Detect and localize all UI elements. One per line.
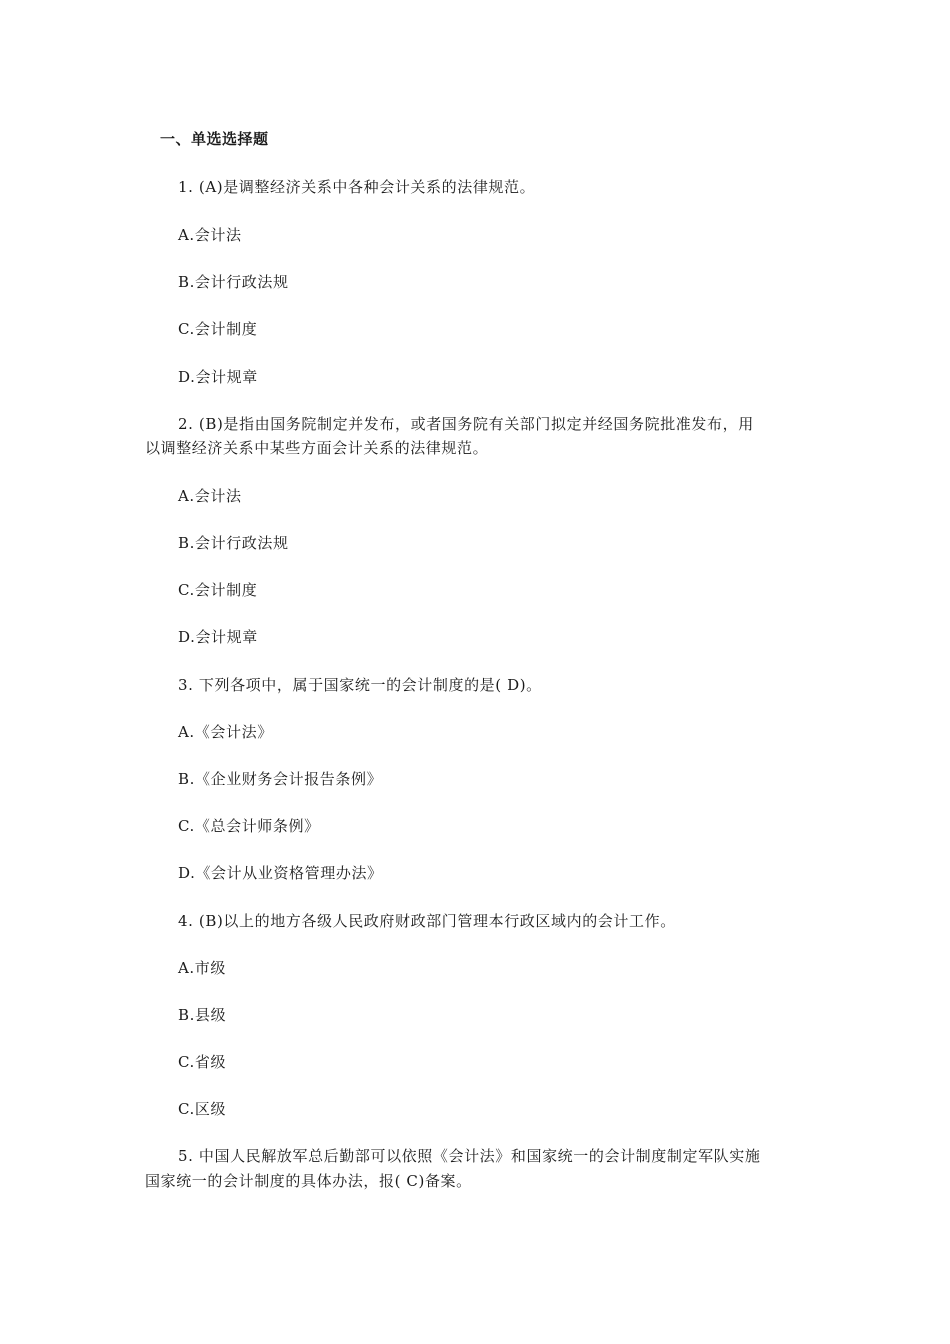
question-4-stem: 4. (B)以上的地方各级人民政府财政部门管理本行政区域内的会计工作。 [178, 912, 676, 930]
question-2-stem-line-1: 2. (B)是指由国务院制定并发布，或者国务院有关部门拟定并经国务院批准发布，用 [178, 415, 754, 433]
question-1-option-b: B.会计行政法规 [178, 273, 289, 291]
question-1-stem: 1. (A)是调整经济关系中各种会计关系的法律规范。 [178, 178, 536, 196]
question-3-option-b: B.《企业财务会计报告条例》 [178, 770, 383, 788]
question-3-stem: 3. 下列各项中，属于国家统一的会计制度的是( D)。 [178, 676, 542, 694]
question-2-option-a: A.会计法 [178, 487, 242, 505]
question-4-option-a: A.市级 [178, 959, 227, 977]
question-5-stem-line-2: 国家统一的会计制度的具体办法，报( C)备案。 [145, 1172, 472, 1190]
question-2-option-d: D.会计规章 [178, 628, 258, 646]
question-4-option-c: C.省级 [178, 1053, 227, 1071]
section-heading: 一、单选选择题 [160, 130, 269, 148]
question-2-option-c: C.会计制度 [178, 581, 258, 599]
question-2-option-b: B.会计行政法规 [178, 534, 289, 552]
question-4-option-b: B.县级 [178, 1006, 227, 1024]
question-3-option-a: A.《会计法》 [178, 723, 273, 741]
question-3-option-d: D.《会计从业资格管理办法》 [178, 864, 383, 882]
question-2-stem-line-2: 以调整经济关系中某些方面会计关系的法律规范。 [145, 439, 489, 457]
question-5-stem-line-1: 5. 中国人民解放军总后勤部可以依照《会计法》和国家统一的会计制度制定军队实施 [178, 1147, 761, 1165]
question-1-option-c: C.会计制度 [178, 320, 258, 338]
question-1-option-a: A.会计法 [178, 226, 242, 244]
question-4-option-d: C.区级 [178, 1100, 227, 1118]
question-1-option-d: D.会计规章 [178, 368, 258, 386]
question-3-option-c: C.《总会计师条例》 [178, 817, 320, 835]
